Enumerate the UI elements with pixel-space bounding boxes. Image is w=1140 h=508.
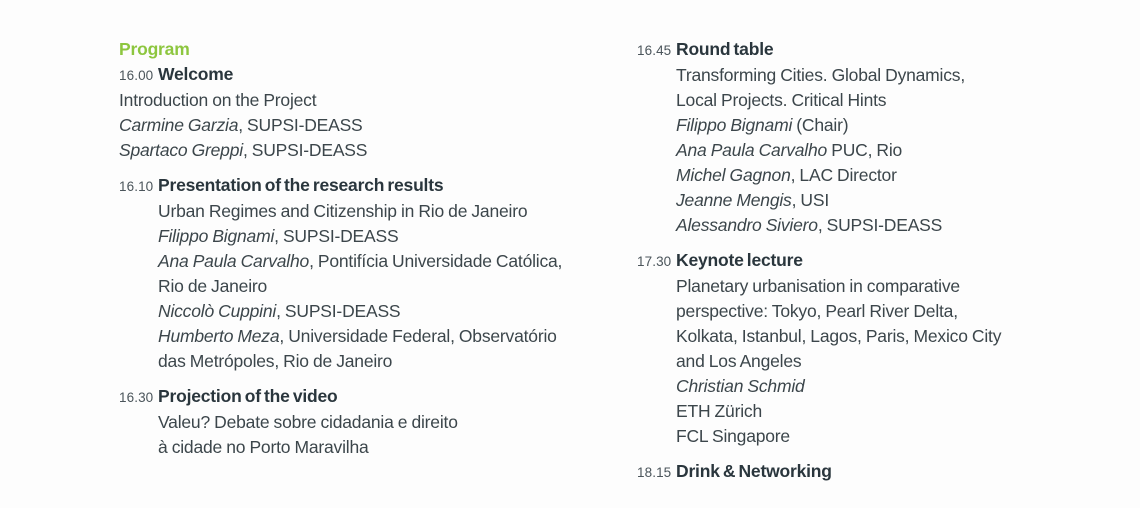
session-time: 16.30 — [119, 390, 154, 405]
session-line: das Metrópoles, Rio de Janeiro — [158, 351, 393, 371]
session-head — [119, 384, 624, 410]
session-title: Presentation of the research results — [158, 175, 444, 195]
session-line: and Los Angeles — [676, 351, 802, 371]
session-line: Ana Paula Carvalho PUC, Rio — [676, 140, 903, 160]
session-line: Local Projects. Critical Hints — [676, 90, 887, 110]
session-block — [119, 173, 624, 374]
person-name: Filippo Bignami — [676, 115, 793, 135]
session-head — [637, 37, 1117, 63]
session-title: Welcome — [158, 64, 234, 84]
session-line — [676, 374, 1117, 399]
session-line: Kolkata, Istanbul, Lagos, Paris, Mexico City — [676, 326, 1002, 346]
program-column-right — [637, 37, 1117, 485]
person-name: Ana Paula Carvalho — [158, 251, 310, 271]
person-name: Christian Schmid — [676, 376, 805, 396]
person-name: Carmine Garzia — [119, 115, 239, 135]
person-name: Filippo Bignami — [158, 226, 275, 246]
session-line: Valeu? Debate sobre cidadania e direito — [158, 412, 458, 432]
session-line: Filippo Bignami (Chair) — [676, 115, 849, 135]
session-line: à cidade no Porto Maravilha — [158, 437, 369, 457]
person-name: Spartaco Greppi — [119, 140, 243, 160]
session-block — [119, 384, 624, 460]
session-head — [119, 173, 624, 199]
session-block — [637, 459, 1117, 485]
session-line: Planetary urbanisation in comparative — [676, 276, 960, 296]
session-line: Introduction on the Project — [119, 90, 317, 110]
session-block — [637, 248, 1117, 449]
person-name: Jeanne Mengis — [676, 190, 792, 210]
session-time: 16.00 — [119, 68, 154, 83]
session-line: Niccolò Cuppini, SUPSI-DEASS — [158, 301, 401, 321]
person-name: Alessandro Siviero — [676, 215, 818, 235]
person-name: Michel Gagnon — [676, 165, 791, 185]
person-name: Niccolò Cuppini — [158, 301, 277, 321]
session-title: Keynote lecture — [676, 250, 803, 270]
session-line: Jeanne Mengis, USI — [676, 190, 829, 210]
session-time: 16.10 — [119, 179, 154, 194]
session-head — [637, 248, 1117, 274]
session-line: Urban Regimes and Citizenship in Rio de Janeiro — [158, 201, 528, 221]
program-column-left — [119, 37, 624, 460]
session-time: 18.15 — [637, 465, 672, 480]
session-line: Transforming Cities. Global Dynamics, — [676, 65, 966, 85]
session-head — [637, 459, 1117, 485]
session-line: Humberto Meza, Universidade Federal, Observatório — [158, 326, 557, 346]
session-line: ETH Zürich — [676, 401, 762, 421]
session-line: Rio de Janeiro — [158, 276, 268, 296]
session-line: Ana Paula Carvalho, Pontifícia Universidade Católica, — [158, 251, 563, 271]
session-line: Michel Gagnon, LAC Director — [676, 165, 897, 185]
session-list-left — [119, 62, 624, 460]
session-head — [119, 62, 624, 88]
session-line: Spartaco Greppi, SUPSI-DEASS — [119, 140, 368, 160]
session-line: perspective: Tokyo, Pearl River Delta, — [676, 301, 958, 321]
session-time: 16.45 — [637, 43, 672, 58]
session-line: FCL Singapore — [676, 426, 790, 446]
person-name: Humberto Meza — [158, 326, 280, 346]
session-block — [119, 62, 624, 163]
program-heading: Program — [119, 39, 190, 59]
session-block — [637, 37, 1117, 238]
session-line: Filippo Bignami, SUPSI-DEASS — [158, 226, 399, 246]
session-title: Round table — [676, 39, 774, 59]
session-title: Projection of the video — [158, 386, 338, 406]
session-line: Alessandro Siviero, SUPSI-DEASS — [676, 215, 943, 235]
person-name: Ana Paula Carvalho — [676, 140, 828, 160]
session-list-right — [637, 37, 1117, 485]
session-time: 17.30 — [637, 254, 672, 269]
session-line: Carmine Garzia, SUPSI-DEASS — [119, 115, 363, 135]
session-title: Drink & Networking — [676, 461, 832, 481]
